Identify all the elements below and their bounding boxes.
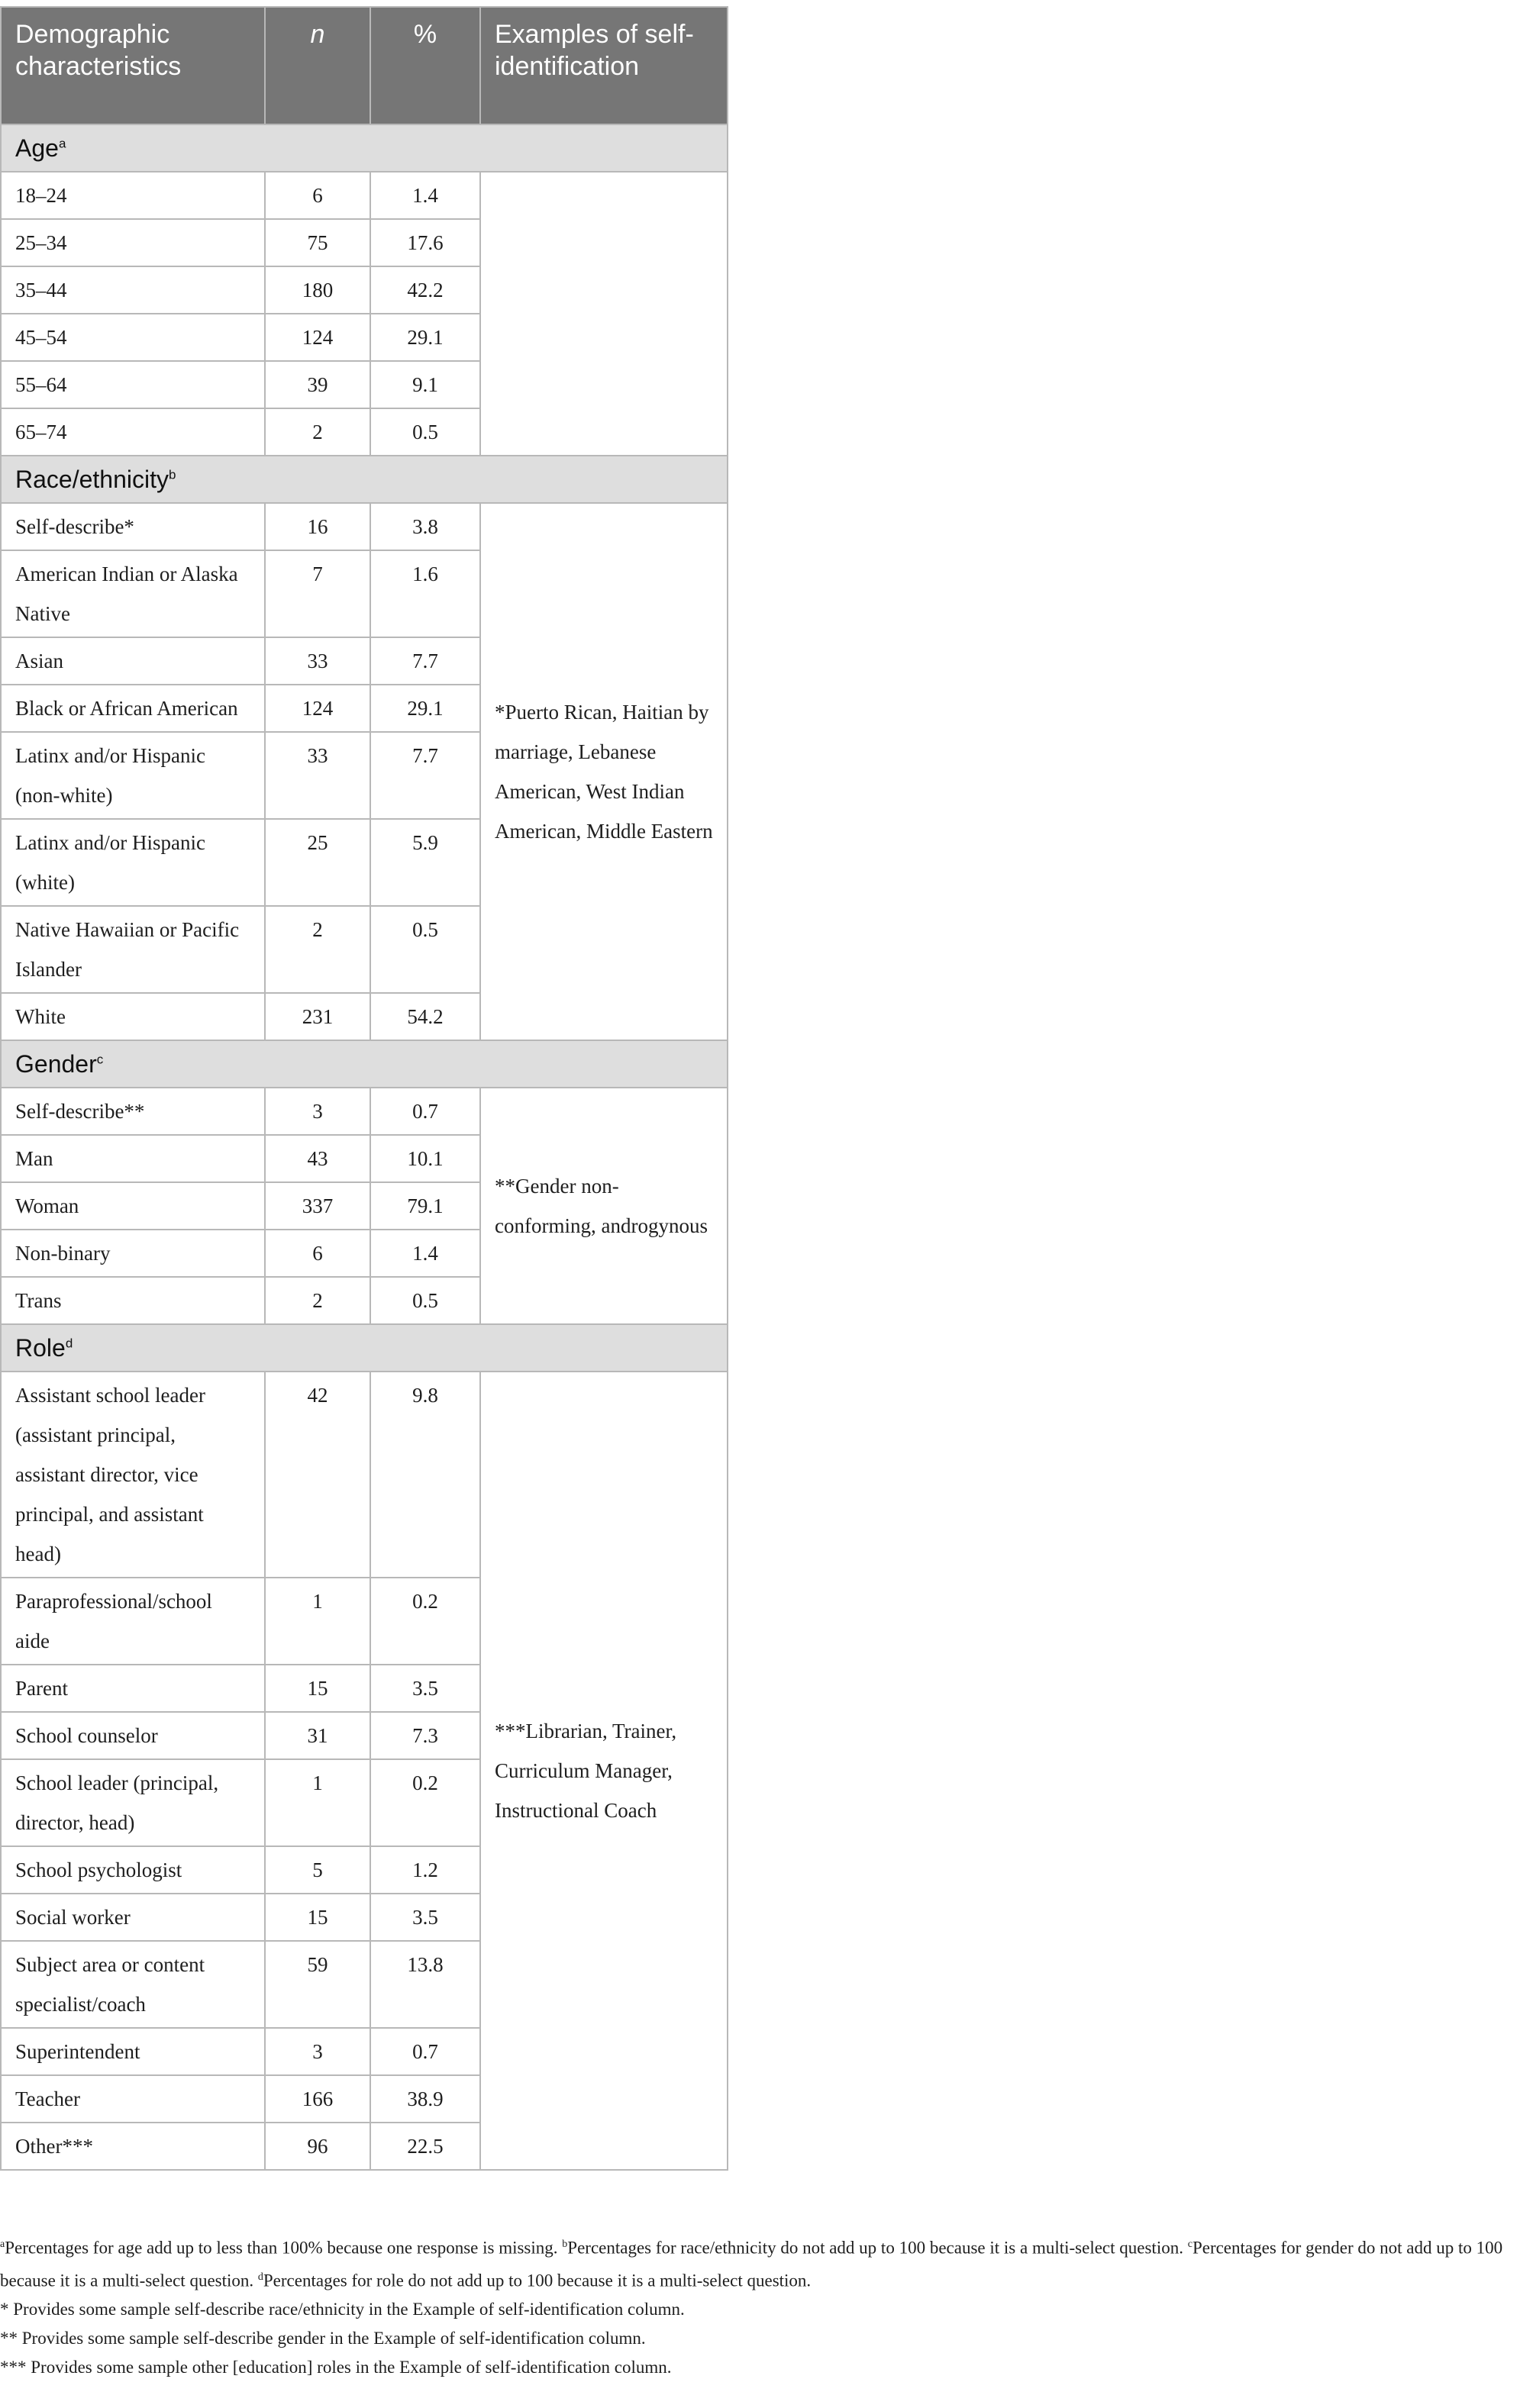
row-n: 124 — [265, 685, 370, 732]
row-percent: 13.8 — [370, 1941, 480, 2028]
row-n: 96 — [265, 2123, 370, 2170]
footnotes — [0, 2230, 1519, 2382]
row-label: American Indian or Alaska Native — [1, 550, 265, 637]
row-n: 43 — [265, 1135, 370, 1182]
table-body — [1, 124, 728, 2170]
row-label: Latinx and/or Hispanic (non-white) — [1, 732, 265, 819]
row-percent: 3.5 — [370, 1665, 480, 1712]
row-percent: 22.5 — [370, 2123, 480, 2170]
row-percent: 54.2 — [370, 993, 480, 1040]
footnote-mark: d — [257, 2271, 263, 2283]
row-label: Native Hawaiian or Pacific Islander — [1, 906, 265, 993]
table-row — [1, 503, 728, 550]
row-label: Self-describe** — [1, 1088, 265, 1135]
row-percent: 0.2 — [370, 1578, 480, 1665]
row-label: Assistant school leader (assistant principal, assistant director, vice principal, and assistant head) — [1, 1372, 265, 1578]
row-percent: 0.7 — [370, 1088, 480, 1135]
section-heading — [1, 1040, 728, 1088]
row-percent: 1.4 — [370, 1230, 480, 1277]
row-n: 2 — [265, 408, 370, 456]
row-percent: 10.1 — [370, 1135, 480, 1182]
section-heading — [1, 1324, 728, 1372]
row-n: 42 — [265, 1372, 370, 1578]
footnote-star1: * Provides some sample self-describe race/ethnicity in the Example of self-identification column. — [0, 2300, 685, 2319]
header-examples: Examples of self-identification — [480, 7, 728, 124]
row-n: 2 — [265, 1277, 370, 1324]
row-n: 180 — [265, 266, 370, 314]
row-label: Paraprofessional/school aide — [1, 1578, 265, 1665]
table-row — [1, 1372, 728, 1578]
row-percent: 29.1 — [370, 314, 480, 361]
section-row — [1, 1324, 728, 1372]
demographics-table — [0, 6, 728, 2171]
row-n: 124 — [265, 314, 370, 361]
section-label: Age — [15, 134, 59, 162]
footnote-text: Percentages for race/ethnicity do not add up to 100 because it is a multi-select question. — [567, 2238, 1188, 2258]
row-n: 3 — [265, 1088, 370, 1135]
row-label: School counselor — [1, 1712, 265, 1759]
row-label: Latinx and/or Hispanic (white) — [1, 819, 265, 906]
row-n: 15 — [265, 1894, 370, 1941]
row-label: 18–24 — [1, 172, 265, 219]
footnote-text: Percentages for age add up to less than 100% because one response is missing. — [5, 2238, 563, 2258]
section-row — [1, 124, 728, 172]
row-percent: 0.5 — [370, 1277, 480, 1324]
row-n: 33 — [265, 732, 370, 819]
row-label: 35–44 — [1, 266, 265, 314]
row-label: Parent — [1, 1665, 265, 1712]
table-row — [1, 172, 728, 219]
table-row — [1, 1088, 728, 1135]
footnote-mark: b — [562, 2239, 568, 2250]
row-percent: 0.5 — [370, 408, 480, 456]
section-label: Race/ethnicity — [15, 465, 169, 493]
row-percent: 38.9 — [370, 2075, 480, 2123]
example-self-identification: *Puerto Rican, Haitian by marriage, Lebanese American, West Indian American, Middle Eastern — [480, 503, 728, 1040]
row-percent: 0.2 — [370, 1759, 480, 1846]
row-percent: 0.7 — [370, 2028, 480, 2075]
row-n: 231 — [265, 993, 370, 1040]
row-n: 75 — [265, 219, 370, 266]
footnote-text: Percentages for gender do not add up to 100 because it is a multi-select question. — [0, 2238, 1503, 2290]
row-percent: 3.5 — [370, 1894, 480, 1941]
row-percent: 42.2 — [370, 266, 480, 314]
header-n — [265, 7, 370, 124]
row-n: 2 — [265, 906, 370, 993]
row-n: 15 — [265, 1665, 370, 1712]
row-label: Asian — [1, 637, 265, 685]
row-label: 45–54 — [1, 314, 265, 361]
row-percent: 1.4 — [370, 172, 480, 219]
row-n: 16 — [265, 503, 370, 550]
section-footnote-mark: c — [96, 1051, 104, 1066]
section-footnote-mark: d — [65, 1335, 73, 1350]
row-percent: 5.9 — [370, 819, 480, 906]
row-label: Black or African American — [1, 685, 265, 732]
section-heading — [1, 124, 728, 172]
row-label: Trans — [1, 1277, 265, 1324]
row-percent: 1.2 — [370, 1846, 480, 1894]
row-label: 65–74 — [1, 408, 265, 456]
header-percent: % — [370, 7, 480, 124]
row-label: Man — [1, 1135, 265, 1182]
footnote-mark: a — [0, 2239, 5, 2250]
row-n: 6 — [265, 172, 370, 219]
section-heading — [1, 456, 728, 503]
example-self-identification: ***Librarian, Trainer, Curriculum Manager, Instructional Coach — [480, 1372, 728, 2170]
section-footnote-mark: a — [58, 135, 66, 150]
row-n: 39 — [265, 361, 370, 408]
row-percent: 1.6 — [370, 550, 480, 637]
header-demographic-characteristics: Demographic characteristics — [1, 7, 265, 124]
row-n: 6 — [265, 1230, 370, 1277]
row-n: 166 — [265, 2075, 370, 2123]
row-n: 5 — [265, 1846, 370, 1894]
footnote-star2: ** Provides some sample self-describe gender in the Example of self-identification column. — [0, 2329, 646, 2348]
row-n: 25 — [265, 819, 370, 906]
row-label: School psychologist — [1, 1846, 265, 1894]
row-percent: 79.1 — [370, 1182, 480, 1230]
footnote-text: Percentages for role do not add up to 100 because it is a multi-select question. — [263, 2271, 812, 2290]
row-n: 3 — [265, 2028, 370, 2075]
section-label: Role — [15, 1333, 66, 1362]
row-label: 55–64 — [1, 361, 265, 408]
footnote-star3: *** Provides some sample other [education] roles in the Example of self-identification column. — [0, 2358, 672, 2377]
section-row — [1, 456, 728, 503]
row-percent: 7.7 — [370, 637, 480, 685]
row-n: 31 — [265, 1712, 370, 1759]
row-percent: 0.5 — [370, 906, 480, 993]
row-n: 1 — [265, 1578, 370, 1665]
row-percent: 17.6 — [370, 219, 480, 266]
row-percent: 7.7 — [370, 732, 480, 819]
row-label: 25–34 — [1, 219, 265, 266]
row-n: 59 — [265, 1941, 370, 2028]
row-label: White — [1, 993, 265, 1040]
example-self-identification — [480, 172, 728, 456]
footnote-abcd — [0, 2230, 1519, 2295]
header-n-label: n — [310, 20, 325, 49]
section-label: Gender — [15, 1049, 97, 1078]
section-footnote-mark: b — [168, 466, 176, 482]
row-label: Woman — [1, 1182, 265, 1230]
footnote-mark: c — [1187, 2239, 1193, 2250]
row-label: Subject area or content specialist/coach — [1, 1941, 265, 2028]
row-percent: 7.3 — [370, 1712, 480, 1759]
row-label: Other*** — [1, 2123, 265, 2170]
row-label: Superintendent — [1, 2028, 265, 2075]
row-label: Self-describe* — [1, 503, 265, 550]
row-percent: 9.1 — [370, 361, 480, 408]
row-label: Social worker — [1, 1894, 265, 1941]
row-percent: 3.8 — [370, 503, 480, 550]
row-n: 337 — [265, 1182, 370, 1230]
row-label: School leader (principal, director, head) — [1, 1759, 265, 1846]
row-n: 7 — [265, 550, 370, 637]
row-percent: 29.1 — [370, 685, 480, 732]
row-n: 1 — [265, 1759, 370, 1846]
row-percent: 9.8 — [370, 1372, 480, 1578]
example-self-identification: **Gender non-conforming, androgynous — [480, 1088, 728, 1324]
table-header — [1, 7, 728, 124]
section-row — [1, 1040, 728, 1088]
row-n: 33 — [265, 637, 370, 685]
row-label: Teacher — [1, 2075, 265, 2123]
row-label: Non-binary — [1, 1230, 265, 1277]
